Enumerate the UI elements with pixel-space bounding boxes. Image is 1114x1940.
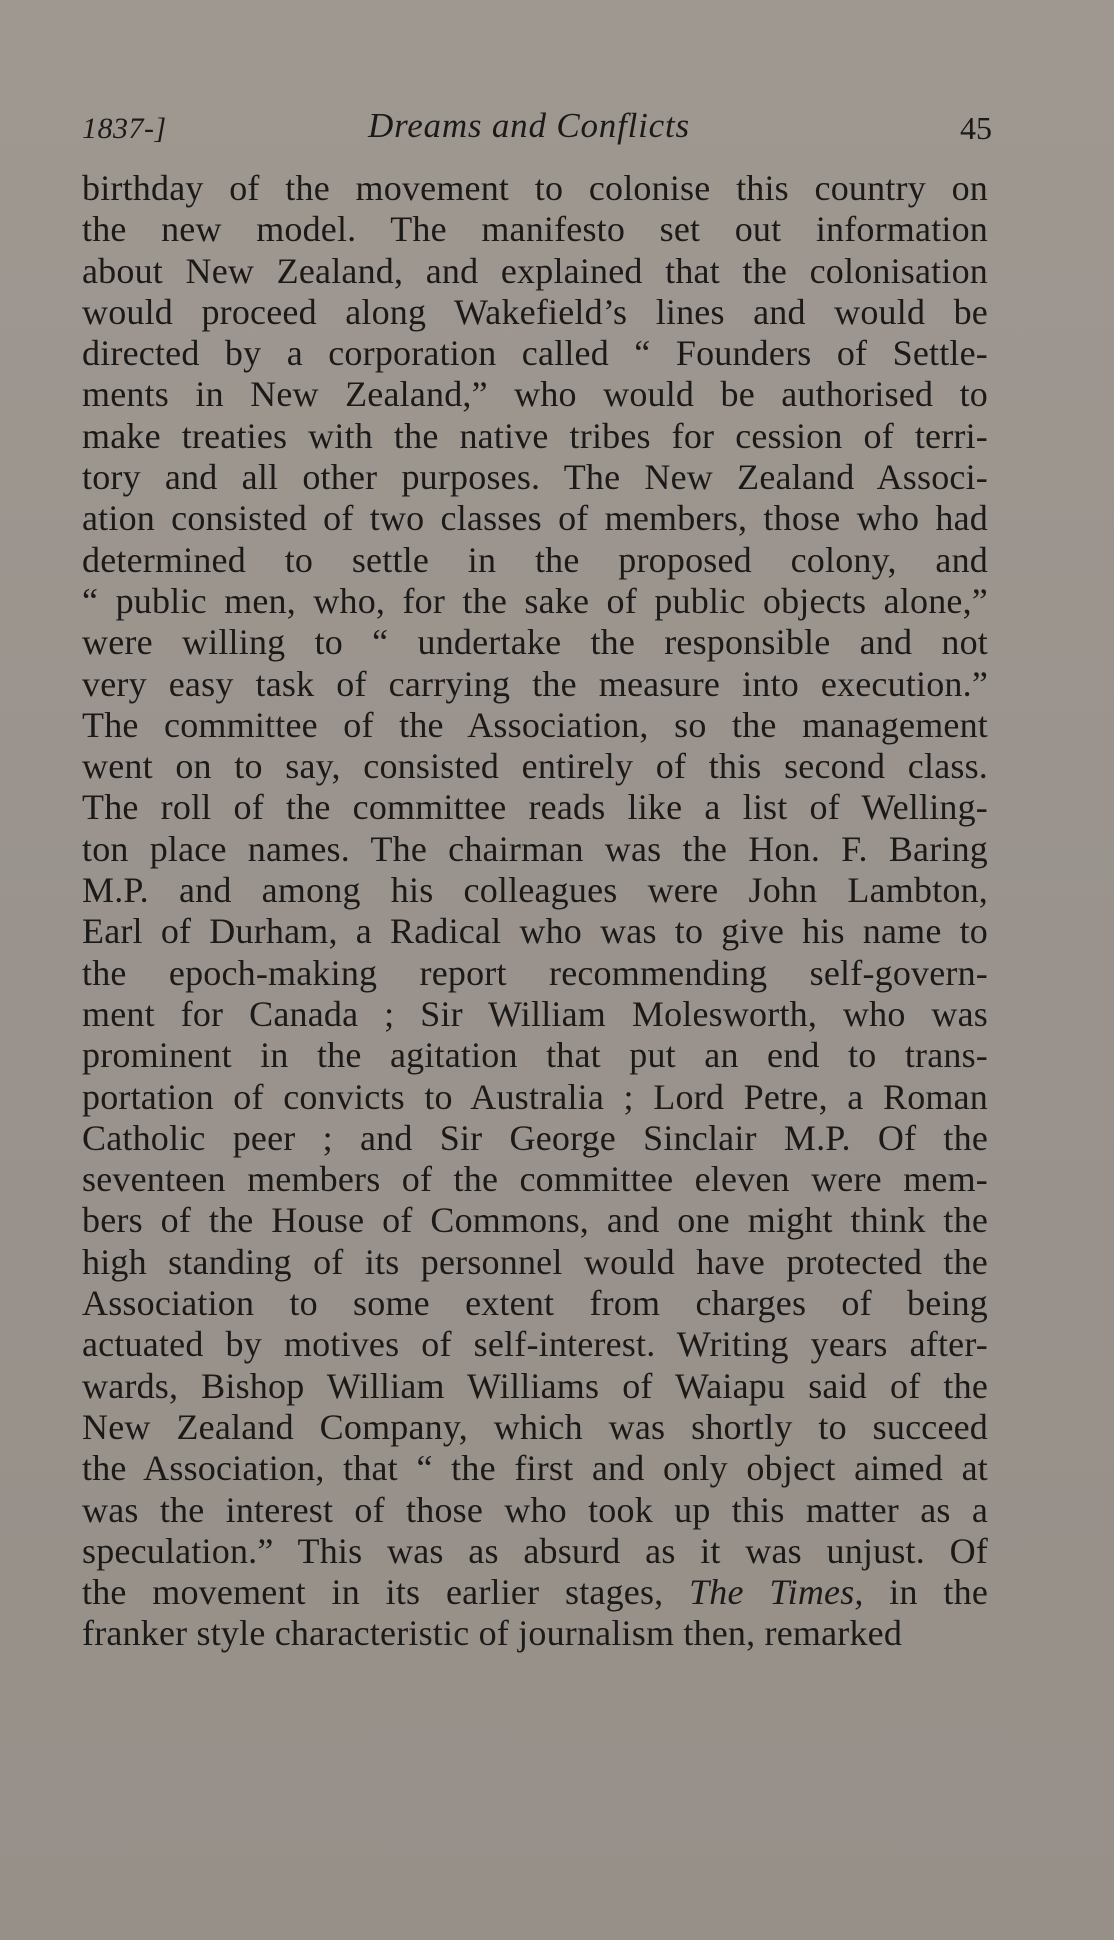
page-number: 45 [960, 110, 992, 146]
text-line: determined to settle in the proposed colony, and [82, 539, 988, 580]
text-line: ton place names. The chairman was the Hon. F. Baring [82, 828, 988, 869]
text-line: would proceed along Wakefield’s lines and would be [82, 291, 988, 332]
text-line: directed by a corporation called “ Founders of Settle- [82, 333, 988, 374]
text-line: The roll of the committee reads like a list of Welling- [82, 787, 988, 828]
text-line: high standing of its personnel would have protected the [82, 1241, 988, 1282]
running-header [82, 106, 992, 156]
body-text [82, 168, 988, 1655]
text-line: was the interest of those who took up this matter as a [82, 1489, 988, 1530]
line-segment: the movement in its earlier stages, [82, 1572, 690, 1613]
text-line: portation of convicts to Australia ; Lord Petre, a Roman [82, 1076, 988, 1117]
text-line: wards, Bishop William Williams of Waiapu said of the [82, 1365, 988, 1406]
text-line: about New Zealand, and explained that the colonisation [82, 250, 988, 291]
header-year: 1837-] [82, 112, 167, 145]
text-line-with-italic [82, 1572, 988, 1613]
text-line: ation consisted of two classes of members, those who had [82, 498, 988, 539]
chapter-title: Dreams and Conflicts [368, 106, 690, 145]
text-line: birthday of the movement to colonise this country on [82, 168, 988, 208]
line-segment: in the [863, 1572, 988, 1613]
text-line: tory and all other purposes. The New Zealand Associ- [82, 457, 988, 498]
text-line: speculation.” This was as absurd as it was unjust. Of [82, 1530, 988, 1571]
text-line: seventeen members of the committee eleven were mem- [82, 1159, 988, 1200]
text-line: franker style characteristic of journalism then, remarked [82, 1613, 903, 1654]
text-line: ments in New Zealand,” who would be authorised to [82, 374, 988, 415]
text-line: were willing to “ undertake the responsible and not [82, 622, 988, 663]
italic-title: The Times, [689, 1572, 864, 1613]
text-line: very easy task of carrying the measure into execution.” [82, 663, 988, 704]
text-line: M.P. and among his colleagues were John Lambton, [82, 870, 988, 911]
text-line: Association to some extent from charges of being [82, 1283, 988, 1324]
text-line: “ public men, who, for the sake of public objects alone,” [82, 580, 988, 621]
text-line: went on to say, consisted entirely of this second class. [82, 746, 988, 787]
text-line: the epoch-making report recommending self-govern- [82, 952, 988, 993]
text-line: The committee of the Association, so the management [82, 704, 988, 745]
text-line: the Association, that “ the first and only object aimed at [82, 1448, 988, 1489]
text-line: actuated by motives of self-interest. Writing years after- [82, 1324, 988, 1365]
text-line: ment for Canada ; Sir William Molesworth, who was [82, 993, 988, 1034]
text-line: Earl of Durham, a Radical who was to give his name to [82, 911, 988, 952]
text-line: bers of the House of Commons, and one might think the [82, 1200, 988, 1241]
text-line: Catholic peer ; and Sir George Sinclair M.P. Of the [82, 1117, 988, 1158]
text-line: make treaties with the native tribes for cession of terri- [82, 415, 988, 456]
text-line: New Zealand Company, which was shortly to succeed [82, 1406, 988, 1447]
text-line: prominent in the agitation that put an end to trans- [82, 1035, 988, 1076]
text-line: the new model. The manifesto set out information [82, 209, 988, 250]
